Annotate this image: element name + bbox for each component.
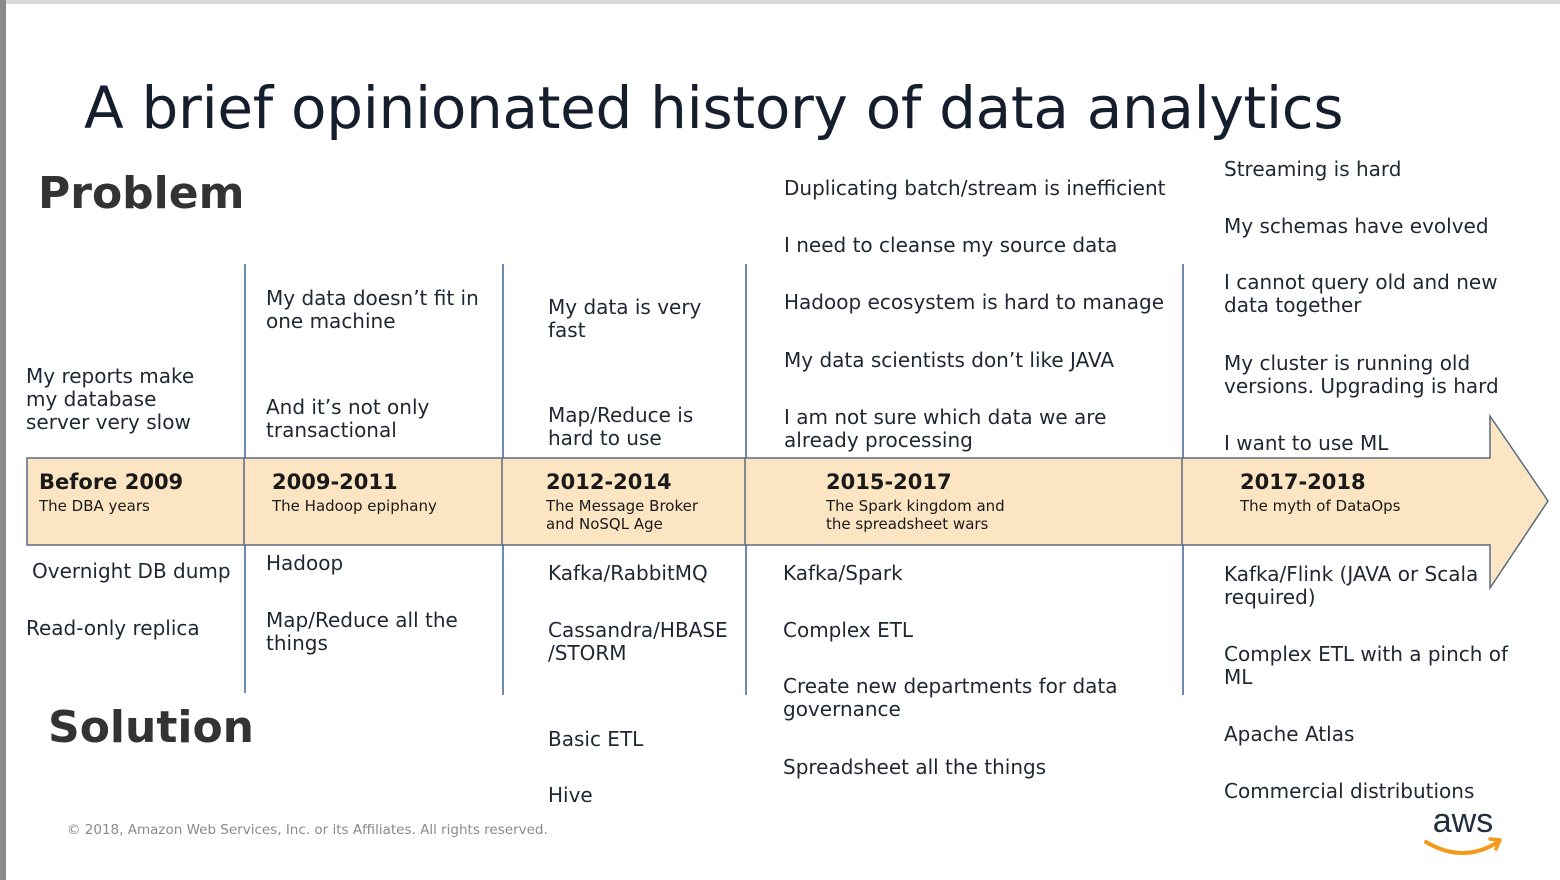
era-years: Before 2009	[39, 470, 184, 494]
era-years: 2012-2014	[546, 470, 672, 494]
solution-item: Create new departments for data governance	[783, 674, 1118, 721]
solution-item: Apache Atlas	[1224, 722, 1355, 746]
problem-item: My data scientists don’t like JAVA	[784, 348, 1115, 372]
problem-item: My cluster is running old versions. Upgrading is hard	[1224, 351, 1499, 398]
era-subtitle: The Message Broker	[546, 497, 699, 515]
problem-item: I am not sure which data we are already processing	[784, 405, 1107, 452]
problem-item: My reports make my database server very slow	[26, 364, 195, 434]
solution-label: Solution	[48, 702, 254, 753]
solution-item: Cassandra/HBASE /STORM	[548, 618, 728, 665]
solution-item: Hadoop	[266, 551, 344, 575]
problem-item: Streaming is hard	[1224, 157, 1402, 181]
solution-item: Kafka/Spark	[783, 561, 903, 585]
problem-item: And it’s not only transactional	[266, 395, 430, 442]
problem-item: Map/Reduce is hard to use	[548, 403, 694, 450]
problem-label: Problem	[38, 168, 245, 219]
era-subtitle: The Hadoop epiphany	[272, 497, 437, 515]
problem-item: I want to use ML	[1224, 431, 1389, 455]
aws-smile-icon	[1426, 842, 1498, 853]
problem-item: I need to cleanse my source data	[784, 233, 1118, 257]
copyright-footer: © 2018, Amazon Web Services, Inc. or its Affiliates. All rights reserved.	[67, 822, 548, 838]
era-subtitle: The Spark kingdom and	[826, 497, 1005, 515]
era-subtitle: and NoSQL Age	[546, 515, 663, 533]
solution-item: Kafka/Flink (JAVA or Scala required)	[1224, 562, 1479, 609]
problem-item: My data doesn’t fit in one machine	[266, 286, 479, 333]
era-subtitle: The DBA years	[39, 497, 150, 515]
era-subtitle: the spreadsheet wars	[826, 515, 989, 533]
era-years: 2009-2011	[272, 470, 398, 494]
solution-item: Map/Reduce all the things	[266, 608, 458, 655]
problem-item: Hadoop ecosystem is hard to manage	[784, 290, 1165, 314]
era-years: 2017-2018	[1240, 470, 1366, 494]
slide-title: A brief opinionated history of data analytics	[84, 74, 1344, 142]
solution-item: Hive	[548, 783, 593, 807]
era-subtitle: The myth of DataOps	[1240, 497, 1401, 515]
problem-item: My data is very fast	[548, 295, 702, 342]
solution-item: Complex ETL with a pinch of ML	[1224, 642, 1509, 689]
solution-item: Spreadsheet all the things	[783, 755, 1047, 779]
solution-item: Kafka/RabbitMQ	[548, 561, 708, 585]
solution-item: Complex ETL	[783, 618, 914, 642]
aws-logo	[1418, 798, 1508, 862]
solution-item: Overnight DB dump	[32, 559, 231, 583]
problem-item: My schemas have evolved	[1224, 214, 1489, 238]
solution-item: Read-only replica	[26, 616, 200, 640]
problem-item: Duplicating batch/stream is inefficient	[784, 176, 1166, 200]
era-years: 2015-2017	[826, 470, 952, 494]
solution-item: Commercial distributions	[1224, 779, 1475, 803]
problem-item: I cannot query old and new data together	[1224, 270, 1498, 317]
solution-item: Basic ETL	[548, 727, 644, 751]
aws-logo-text: aws	[1432, 802, 1494, 840]
